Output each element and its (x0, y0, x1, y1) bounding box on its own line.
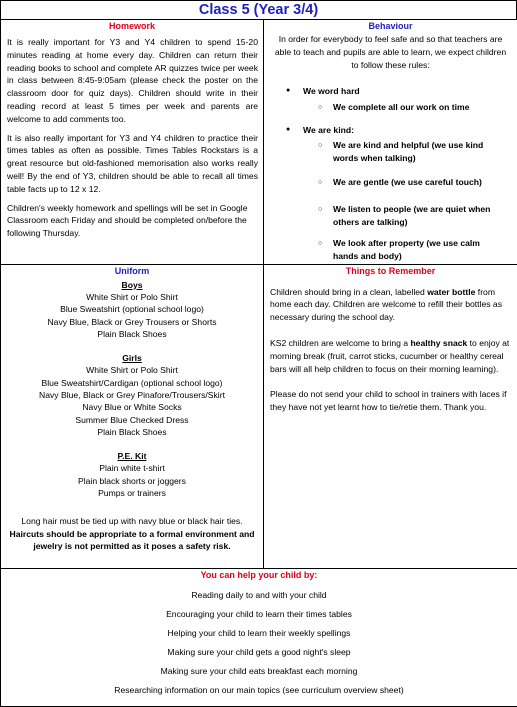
snack-text-before: KS2 children are welcome to bring a (270, 338, 410, 348)
remember-section (264, 264, 517, 568)
behaviour-heading: Behaviour (264, 21, 517, 32)
rule-work-hard-sub: ○ We complete all our work on time (264, 101, 517, 114)
uniform-haircut-rule: Haircuts should be appropriate to a formal environment and jewelry is not permitted as it poses a safety risk. (9, 528, 255, 553)
help-section (1, 568, 517, 706)
water-text-after: from home each day. Children are welcome to refill their bottles as necessary during the school day. (270, 287, 502, 323)
title-row (0, 0, 517, 20)
uniform-girls-item: Summer Blue Checked Dress (1, 414, 263, 426)
remember-water-paragraph (270, 286, 512, 324)
info-grid (0, 19, 517, 707)
help-item: Researching information on our main topics (see curriculum overview sheet) (1, 681, 517, 700)
uniform-boys-item: Navy Blue, Black or Grey Trousers or Shorts (1, 316, 263, 328)
help-item: Making sure your child gets a good night's sleep (1, 643, 517, 662)
behaviour-section (264, 20, 517, 265)
homework-reading-paragraph: It is really important for Y3 and Y4 children to spend 15-20 minutes reading at home every day. Children can return their reading books to school and complete AR quizzes twice per week in class between 8:45-9:05am (please check the poster on the classroom door for quiz days). Children should write in their reading record at least 5 times per week and parents are welcome to add comments too. (7, 36, 258, 126)
homework-times-tables-paragraph: It is also really important for Y3 and Y4 children to practice their times tables as often as possible. Times Tables Rockstars is a great resource but old-fashioned memorisation also works really well! By the end of Y3, children should be able to recall all times table facts up to 12 x 12. (7, 132, 258, 196)
uniform-girls-item: Plain Black Shoes (1, 426, 263, 438)
help-heading: You can help your child by: (1, 570, 517, 581)
snack-text-after: to enjoy at morning break (fruit, carrot sticks, cucumber or healthy cereal bars will all help children to focus on their morning learning). (270, 338, 509, 374)
uniform-section (1, 264, 264, 568)
water-bottle-highlight: water bottle (427, 287, 475, 297)
rule-kind: ● We are kind: (264, 124, 517, 137)
help-item: Encouraging your child to learn their times tables (1, 605, 517, 624)
uniform-girls-item: Blue Sweatshirt/Cardigan (optional school logo) (1, 377, 263, 389)
help-item: Making sure your child eats breakfast each morning (1, 662, 517, 681)
uniform-boys-item: Blue Sweatshirt (optional school logo) (1, 303, 263, 315)
help-item: Helping your child to learn their weekly spellings (1, 624, 517, 643)
uniform-girls-label: Girls (1, 352, 263, 364)
rule-kind-gentle: ○ We are gentle (we use careful touch) (264, 176, 517, 189)
uniform-boys-item: White Shirt or Polo Shirt (1, 291, 263, 303)
water-text-before: Children should bring in a clean, labelled (270, 287, 427, 297)
uniform-heading: Uniform (1, 266, 263, 277)
uniform-pe-item: Plain white t-shirt (1, 462, 263, 474)
page-title: Class 5 (Year 3/4) (199, 2, 318, 18)
rule-work-hard: ● We word hard (264, 85, 517, 98)
uniform-pe-label: P.E. Kit (1, 450, 263, 462)
uniform-girls-item: Navy Blue, Black or Grey Pinafore/Trousers/Skirt (1, 389, 263, 401)
rule-kind-listen: ○ We listen to people (we are quiet when others are talking) (264, 203, 517, 229)
rule-kind-helpful: ○ We are kind and helpful (we use kind words when talking) (264, 139, 517, 165)
uniform-boys-label: Boys (1, 279, 263, 291)
uniform-girls-item: Navy Blue or White Socks (1, 401, 263, 413)
help-list (1, 586, 517, 700)
behaviour-rules (264, 85, 517, 263)
uniform-pe-item: Pumps or trainers (1, 487, 263, 499)
homework-weekly-paragraph: Children's weekly homework and spellings will be set in Google Classroom each Friday and should be completed on/before the following Thursday. (7, 202, 258, 240)
remember-trainers-paragraph: Please do not send your child to school in trainers with laces if they have not yet learnt how to tie/retie them. Thank you. (270, 388, 512, 414)
uniform-girls-item: White Shirt or Polo Shirt (1, 364, 263, 376)
homework-section (1, 20, 264, 265)
uniform-hair-rule: Long hair must be tied up with navy blue or black hair ties. (1, 515, 263, 527)
uniform-pe-item: Plain black shorts or joggers (1, 475, 263, 487)
uniform-boys-item: Plain Black Shoes (1, 328, 263, 340)
remember-heading: Things to Remember (264, 266, 517, 277)
help-item: Reading daily to and with your child (1, 586, 517, 605)
rule-kind-property: ○ We look after property (we use calm hands and body) (264, 237, 517, 263)
remember-snack-paragraph (270, 337, 512, 375)
behaviour-intro: In order for everybody to feel safe and so that teachers are able to teach and pupils are able to learn, we expect children to follow these rules: (272, 33, 509, 71)
homework-heading: Homework (1, 21, 263, 32)
healthy-snack-highlight: healthy snack (410, 338, 467, 348)
